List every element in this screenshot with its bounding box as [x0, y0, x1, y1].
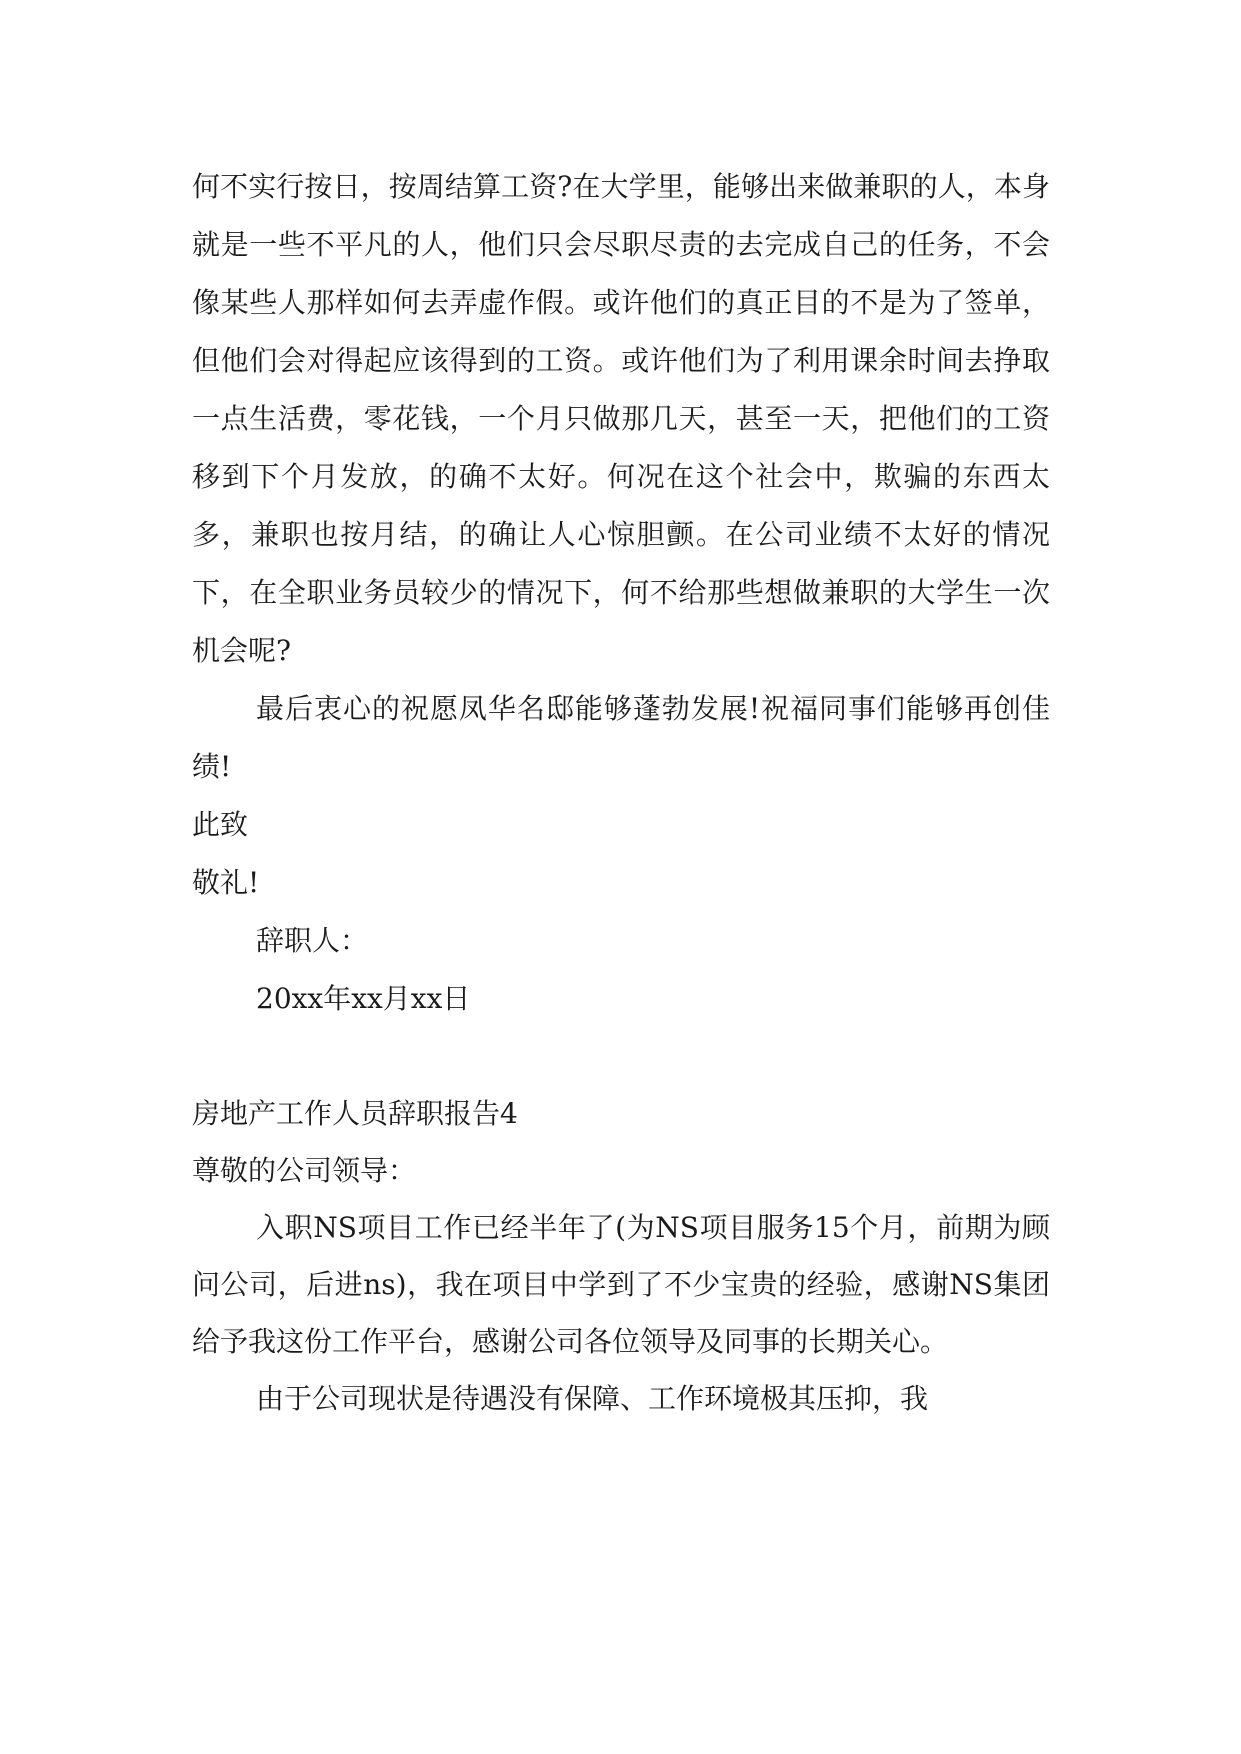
- body-paragraph-4: 由于公司现状是待遇没有保障、工作环境极其压抑，我: [256, 1382, 929, 1415]
- body-paragraph-1: 何不实行按日，按周结算工资?在大学里，能够出来做兼职的人，本身就是一些不平凡的人，他们只会尽职尽责的去完成自己的任务，不会像某些人那样如何去弄虚作假。或许他们的真正目的不是为了签单，但他们会对得起应该得到的工资。或许他们为了利用课余时间去挣取一点生活费，零花钱，一个月只做那几天，甚至一天，把他们的工资移到下个月发放，的确不太好。何况在这个社会中，欺骗的东西太多，兼职也按月结，的确让人心惊胆颤。在公司业绩不太好的情况下，在全职业务员较少的情况下，何不给那些想做兼职的大学生一次机会呢?: [192, 170, 1050, 667]
- signer-line: 辞职人：: [256, 924, 369, 957]
- document-body: [192, 158, 1050, 1427]
- section-gap: [192, 1028, 1050, 1085]
- body-paragraph-2: 最后衷心的祝愿凤华名邸能够蓬勃发展!祝福同事们能够再创佳绩!: [192, 692, 1050, 783]
- date-line: 20xx年xx月xx日: [256, 982, 471, 1015]
- closing-line-2: 敬礼!: [192, 866, 260, 899]
- salutation: 尊敬的公司领导：: [192, 1154, 417, 1187]
- body-paragraph-3: 入职NS项目工作已经半年了(为NS项目服务15个月，前期为顾问公司，后进ns)，我在项目中学到了不少宝贵的经验，感谢NS集团给予我这份工作平台，感谢公司各位领导及同事的长期关心。: [192, 1211, 1050, 1358]
- closing-line-1: 此致: [192, 808, 249, 841]
- section-title: 房地产工作人员辞职报告4: [192, 1097, 518, 1130]
